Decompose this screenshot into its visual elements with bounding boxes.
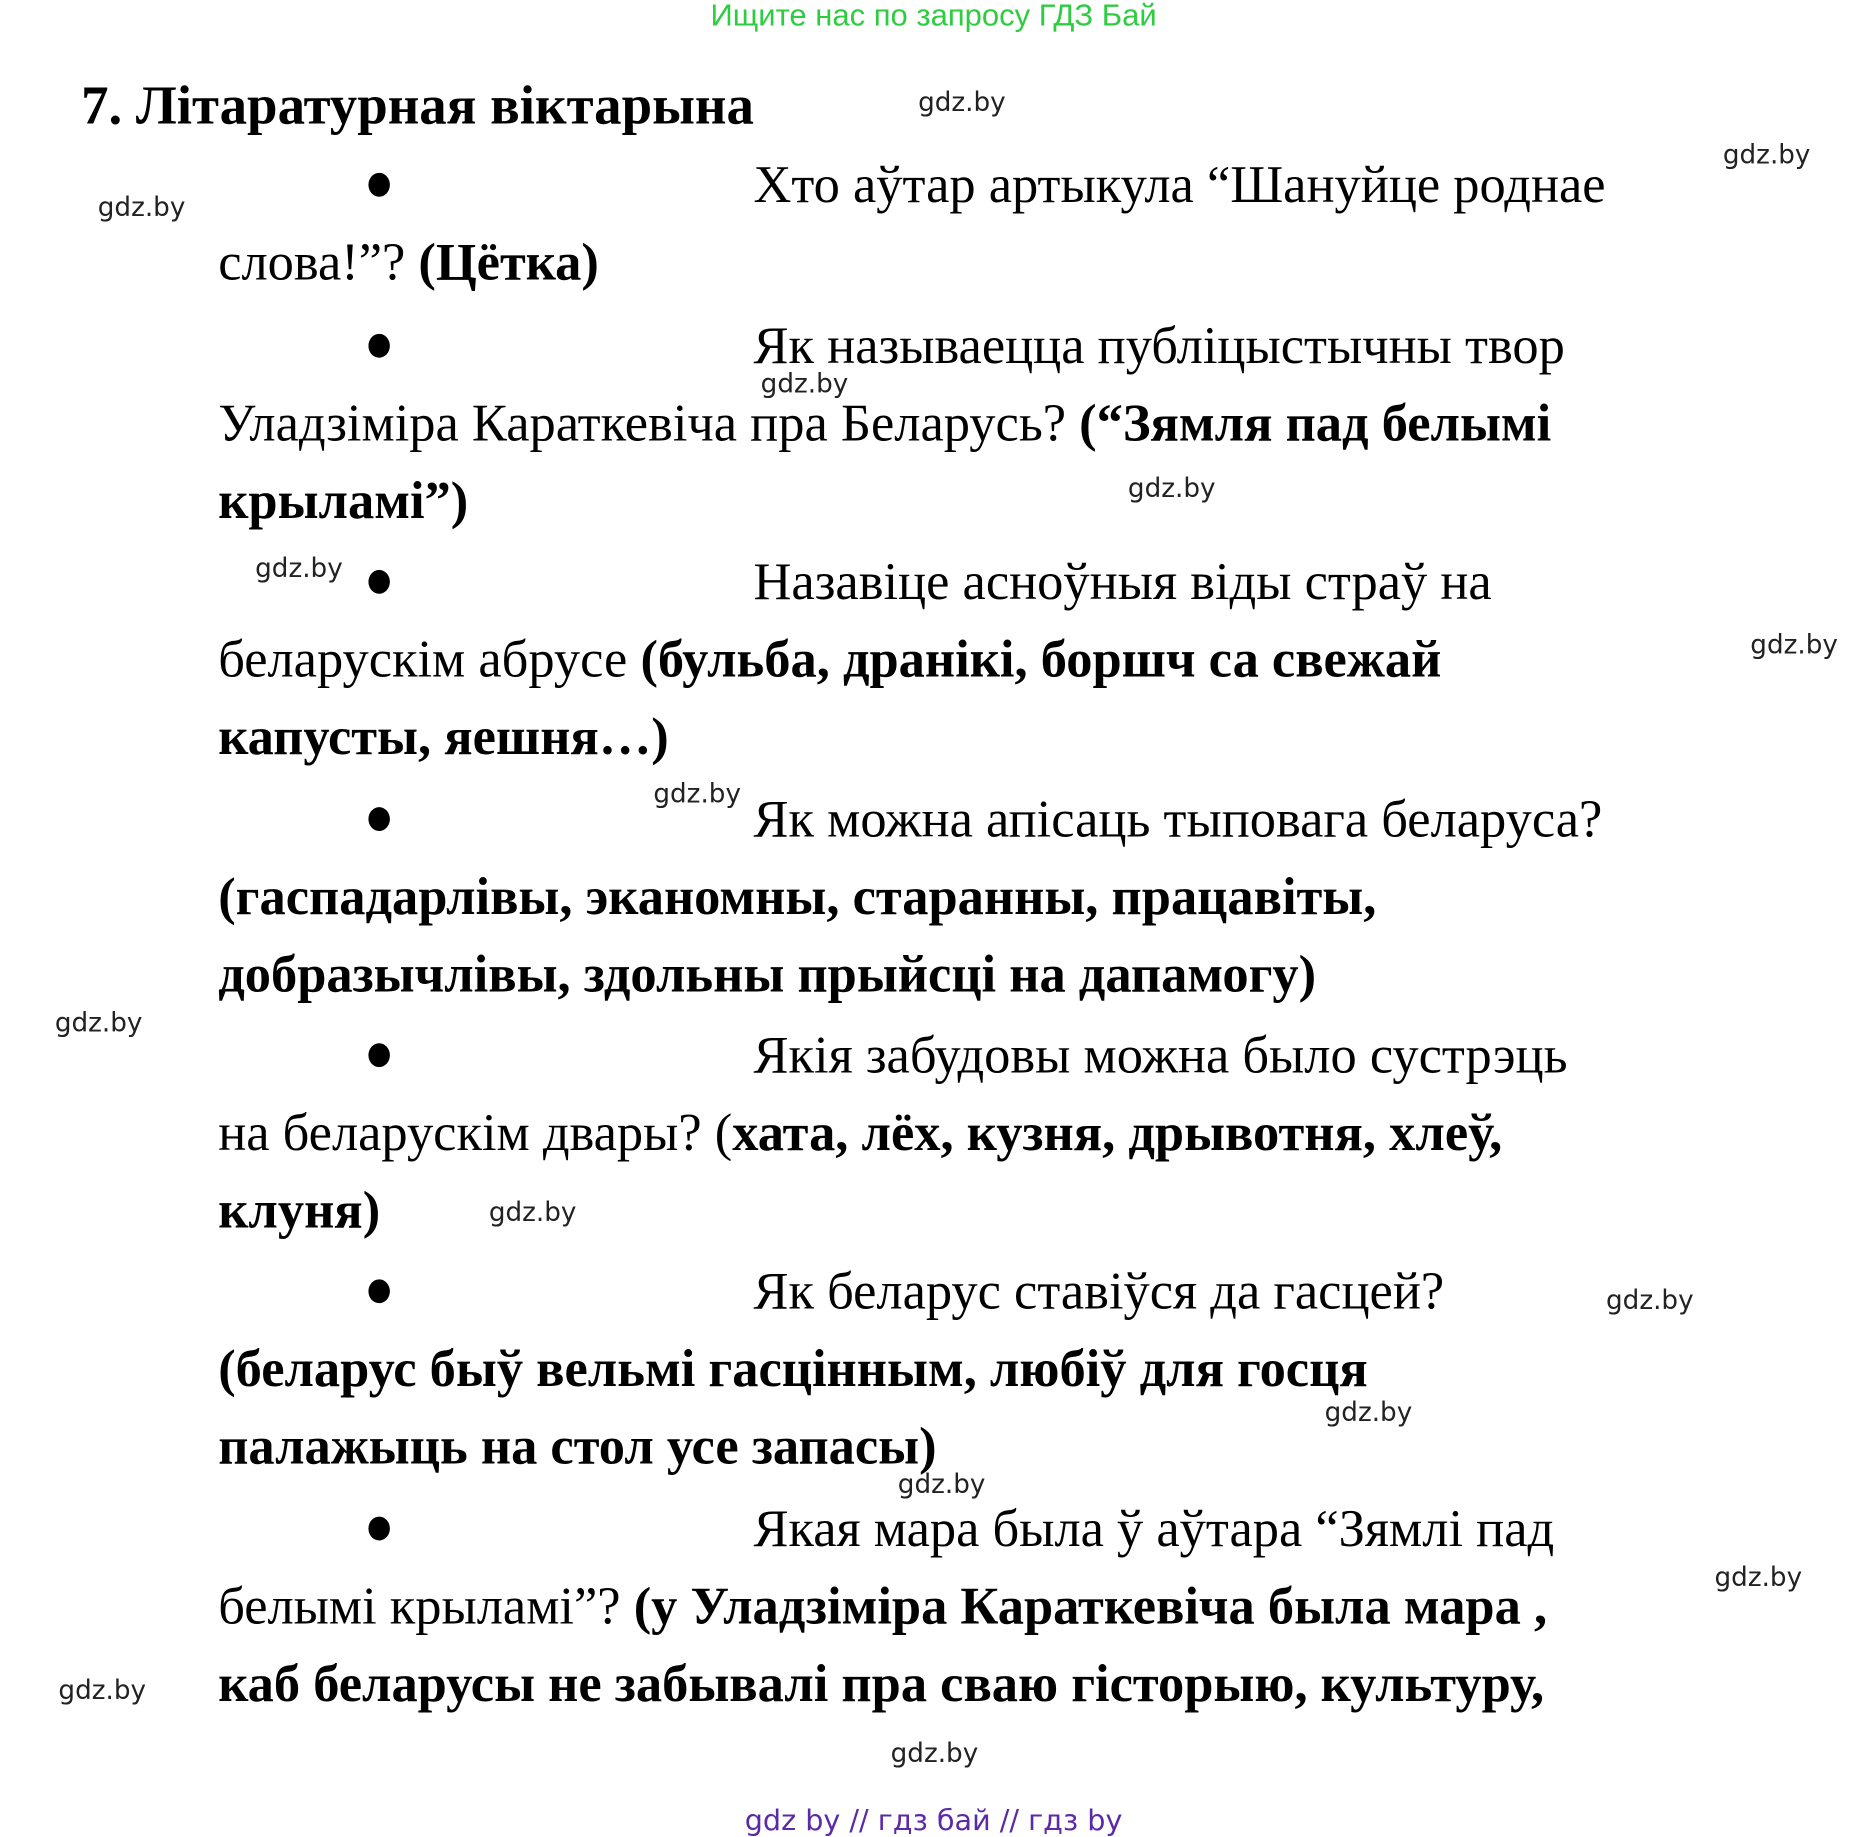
watermark: gdz.by bbox=[890, 1739, 979, 1770]
text-line bbox=[218, 866, 1376, 927]
answer-text: крыламі”) bbox=[218, 471, 469, 530]
answer-text: добразычлівы, здольны прыйсці на дапамогу) bbox=[218, 944, 1317, 1004]
question-text: Як беларус ставіўся да гасцей? bbox=[753, 1262, 1445, 1321]
watermark: gdz.by bbox=[918, 88, 1006, 119]
answer-text: капусты, яешня…) bbox=[218, 707, 669, 767]
bullet-icon bbox=[368, 1517, 389, 1541]
question-line bbox=[754, 154, 1606, 215]
question-text: белымі крыламі”? bbox=[218, 1576, 634, 1636]
watermark: gdz.by bbox=[488, 1198, 577, 1229]
question-text: Назавіце асноўныя віды страў на bbox=[753, 552, 1492, 612]
footer-watermark: gdz by // гдз бай // гдз by bbox=[744, 1803, 1123, 1837]
question-text: Якая мара была ў аўтара “Зямлі пад bbox=[753, 1499, 1555, 1558]
bullet-icon bbox=[368, 1279, 389, 1303]
text-line bbox=[218, 1653, 1544, 1714]
question-line bbox=[754, 551, 1492, 612]
question-line bbox=[754, 315, 1565, 376]
text-line bbox=[218, 1180, 380, 1241]
watermark: gdz.by bbox=[255, 554, 343, 585]
question-text: Як называецца публіцыстычны твор bbox=[753, 316, 1565, 375]
answer-text: (беларус быў вельмі гасцінным, любіў для госця bbox=[218, 1339, 1368, 1398]
watermark: gdz.by bbox=[1750, 630, 1838, 661]
question-text: на беларускім двары? ( bbox=[218, 1103, 733, 1162]
answer-text: (гаспадарлівы, эканомны, старанны, працавіты, bbox=[218, 867, 1377, 926]
text-line bbox=[218, 706, 669, 767]
text-line bbox=[218, 232, 599, 293]
section-title: 7. Літаратурная віктарына bbox=[81, 74, 754, 136]
text-line bbox=[218, 629, 1441, 690]
watermark: gdz.by bbox=[1606, 1286, 1694, 1317]
watermark: gdz.by bbox=[1127, 474, 1216, 505]
bullet-icon bbox=[368, 334, 389, 358]
answer-text: хата, лёх, кузня, дрывотня, хлеў, bbox=[732, 1103, 1503, 1162]
watermark: gdz.by bbox=[653, 779, 741, 810]
question-text: беларускім абрусе bbox=[218, 630, 641, 689]
bullet-icon bbox=[368, 173, 389, 197]
question-text: слова!”? bbox=[218, 233, 419, 292]
question-line bbox=[754, 789, 1603, 850]
watermark: gdz.by bbox=[760, 369, 849, 400]
text-line bbox=[218, 1102, 1502, 1163]
text-line bbox=[218, 1416, 936, 1477]
question-line bbox=[754, 1261, 1445, 1322]
question-text: Якія забудовы можна было сустрэць bbox=[753, 1025, 1568, 1085]
watermark: gdz.by bbox=[54, 1008, 143, 1039]
watermark: gdz.by bbox=[58, 1676, 147, 1707]
text-line bbox=[218, 393, 1551, 454]
bullet-icon bbox=[368, 807, 389, 831]
watermark: gdz.by bbox=[1324, 1398, 1413, 1429]
answer-text: (“Зямля пад белымі bbox=[1079, 394, 1552, 453]
answer-text: (у Уладзіміра Караткевіча была мара , bbox=[633, 1576, 1548, 1636]
answer-text: (Цётка) bbox=[418, 233, 599, 292]
answer-text: (бульба, дранікі, боршч са свежай bbox=[640, 630, 1442, 689]
answer-text: палажыць на стол усе запасы) bbox=[218, 1417, 937, 1476]
watermark: gdz.by bbox=[897, 1470, 986, 1500]
answer-text: клуня) bbox=[218, 1180, 381, 1240]
text-line bbox=[218, 1576, 1547, 1637]
watermark: gdz.by bbox=[1722, 140, 1811, 171]
answer-text: каб беларусы не забывалі пра сваю гісторыю, культуру, bbox=[218, 1654, 1545, 1713]
watermark: gdz.by bbox=[97, 193, 186, 223]
search-banner: Ищите нас по запросу ГДЗ Бай bbox=[710, 0, 1157, 33]
bullet-icon bbox=[368, 1043, 389, 1067]
text-line bbox=[218, 944, 1316, 1005]
question-text: Уладзіміра Караткевіча пра Беларусь? bbox=[218, 394, 1080, 453]
question-line bbox=[754, 1025, 1568, 1086]
text-line bbox=[218, 470, 468, 531]
watermark: gdz.by bbox=[1714, 1563, 1803, 1593]
question-line bbox=[754, 1498, 1555, 1559]
bullet-icon bbox=[368, 570, 389, 594]
question-text: Хто аўтар артыкула “Шануйце роднае bbox=[753, 155, 1606, 215]
text-line bbox=[218, 1338, 1368, 1399]
question-text: Як можна апісаць тыповага беларуса? bbox=[753, 789, 1603, 849]
